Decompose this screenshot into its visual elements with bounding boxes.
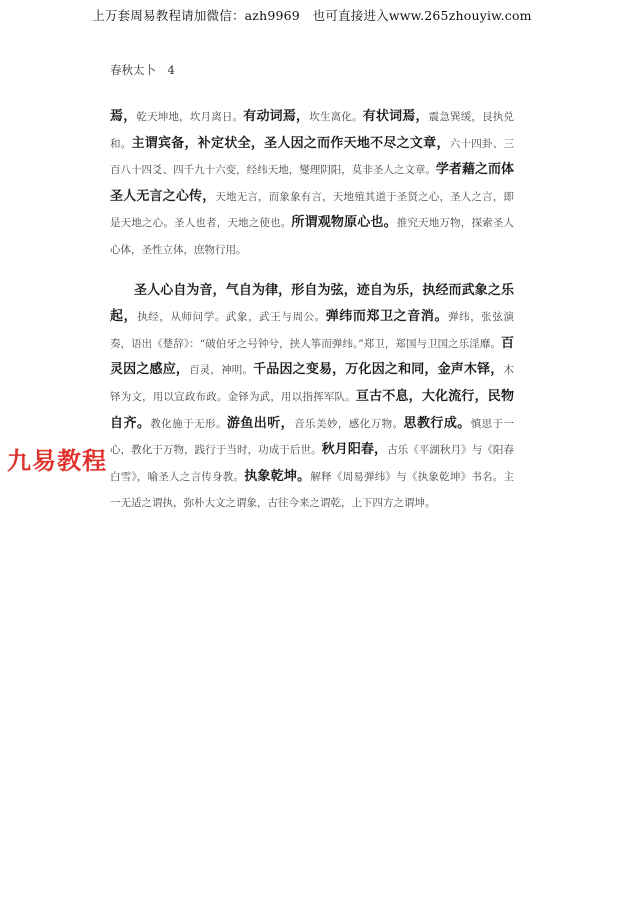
main-text-segment: 有状词焉， — [362, 109, 429, 124]
running-head: 春秋太卜 4 — [110, 63, 175, 77]
annotation-segment: 解释《周易弹纬》与《执象乾坤》书名。主一无适之谓执，弥朴大文之谓象，古往今来之谓乾，上下四方之谓坤。 — [110, 470, 515, 510]
annotation-segment: 六十四卦、三百八十四爻、四千九十六变，经纬天地，燮理阴阳，莫非圣人之文章。 — [110, 137, 514, 177]
header-banner: 上万套周易教程请加微信：azh9969 也可直接进入www.265zhouyiw.com — [92, 8, 532, 23]
main-text-segment: 焉， — [110, 109, 137, 124]
main-text-segment: 有动词焉， — [243, 109, 310, 124]
main-text-segment: 百灵因之感应， — [110, 335, 514, 378]
annotation-segment: 坎生离化。 — [309, 111, 363, 123]
page-body — [110, 104, 514, 517]
annotation-segment: 古乐《平湖秋月》与《阳春白雪》，喻圣人之言传身教。 — [110, 444, 515, 483]
annotation-segment: 弹纬，张弦演奏，语出《楚辞》：“破伯牙之号钟兮，挟人筝而弹纬。”郑卫，郑国与卫国之乐淫靡。 — [110, 311, 514, 350]
watermark-logo: 九易教程 — [7, 447, 107, 475]
main-text-segment: 圣人心自为音，气自为律，形自为弦，迹自为乐，执经而武象之乐起， — [110, 282, 514, 325]
main-text-segment: 千品因之变易，万化因之和同，金声木铎， — [253, 362, 504, 378]
paragraph-1 — [110, 104, 514, 264]
main-text-segment: 亘古不息，大化流行，民物自齐。 — [110, 388, 514, 431]
annotation-segment: 乾天坤地，坎月离日。 — [136, 111, 244, 123]
main-text-segment: 游鱼出听， — [226, 415, 295, 431]
annotation-segment: 推究天地万物，探索圣人心体，圣性立体，庶物行用。 — [110, 217, 514, 256]
main-text-segment: 执象乾坤。 — [244, 468, 311, 484]
annotation-segment: 百灵，神明。 — [189, 364, 254, 377]
annotation-segment: 慎思于一心，教化于万物，践行于当时，功成于后世。 — [110, 417, 515, 457]
annotation-segment: 天地无言，而象象有言，天地殖其道于圣贤之心，圣人之言，即是天地之心。圣人也者，天地之使也。 — [110, 190, 514, 230]
paragraph-2 — [110, 278, 514, 517]
annotation-segment: 木铎为文，用以宣政布政。金铎为武，用以指挥军队。 — [110, 364, 514, 403]
main-text-segment: 学者藉之而体圣人无言之心传， — [110, 162, 514, 204]
annotation-segment: 执经，从师问学。武象，武王与周公。 — [137, 311, 326, 324]
main-text-segment: 秋月阳春， — [321, 442, 388, 458]
main-text-segment: 所谓观物原心也。 — [291, 215, 397, 231]
main-text-segment: 思教行成。 — [403, 415, 471, 431]
annotation-segment: 教化施于无形。 — [150, 417, 227, 430]
annotation-segment: 震急巽缓，艮执兑和。 — [110, 111, 514, 150]
main-text-segment: 主谓宾备，补定状全，圣人因之而作天地不尽之文章， — [131, 135, 450, 151]
main-text-segment: 弹纬而郑卫之音消。 — [325, 309, 449, 325]
annotation-segment: 音乐美妙，感化万物。 — [294, 417, 404, 430]
